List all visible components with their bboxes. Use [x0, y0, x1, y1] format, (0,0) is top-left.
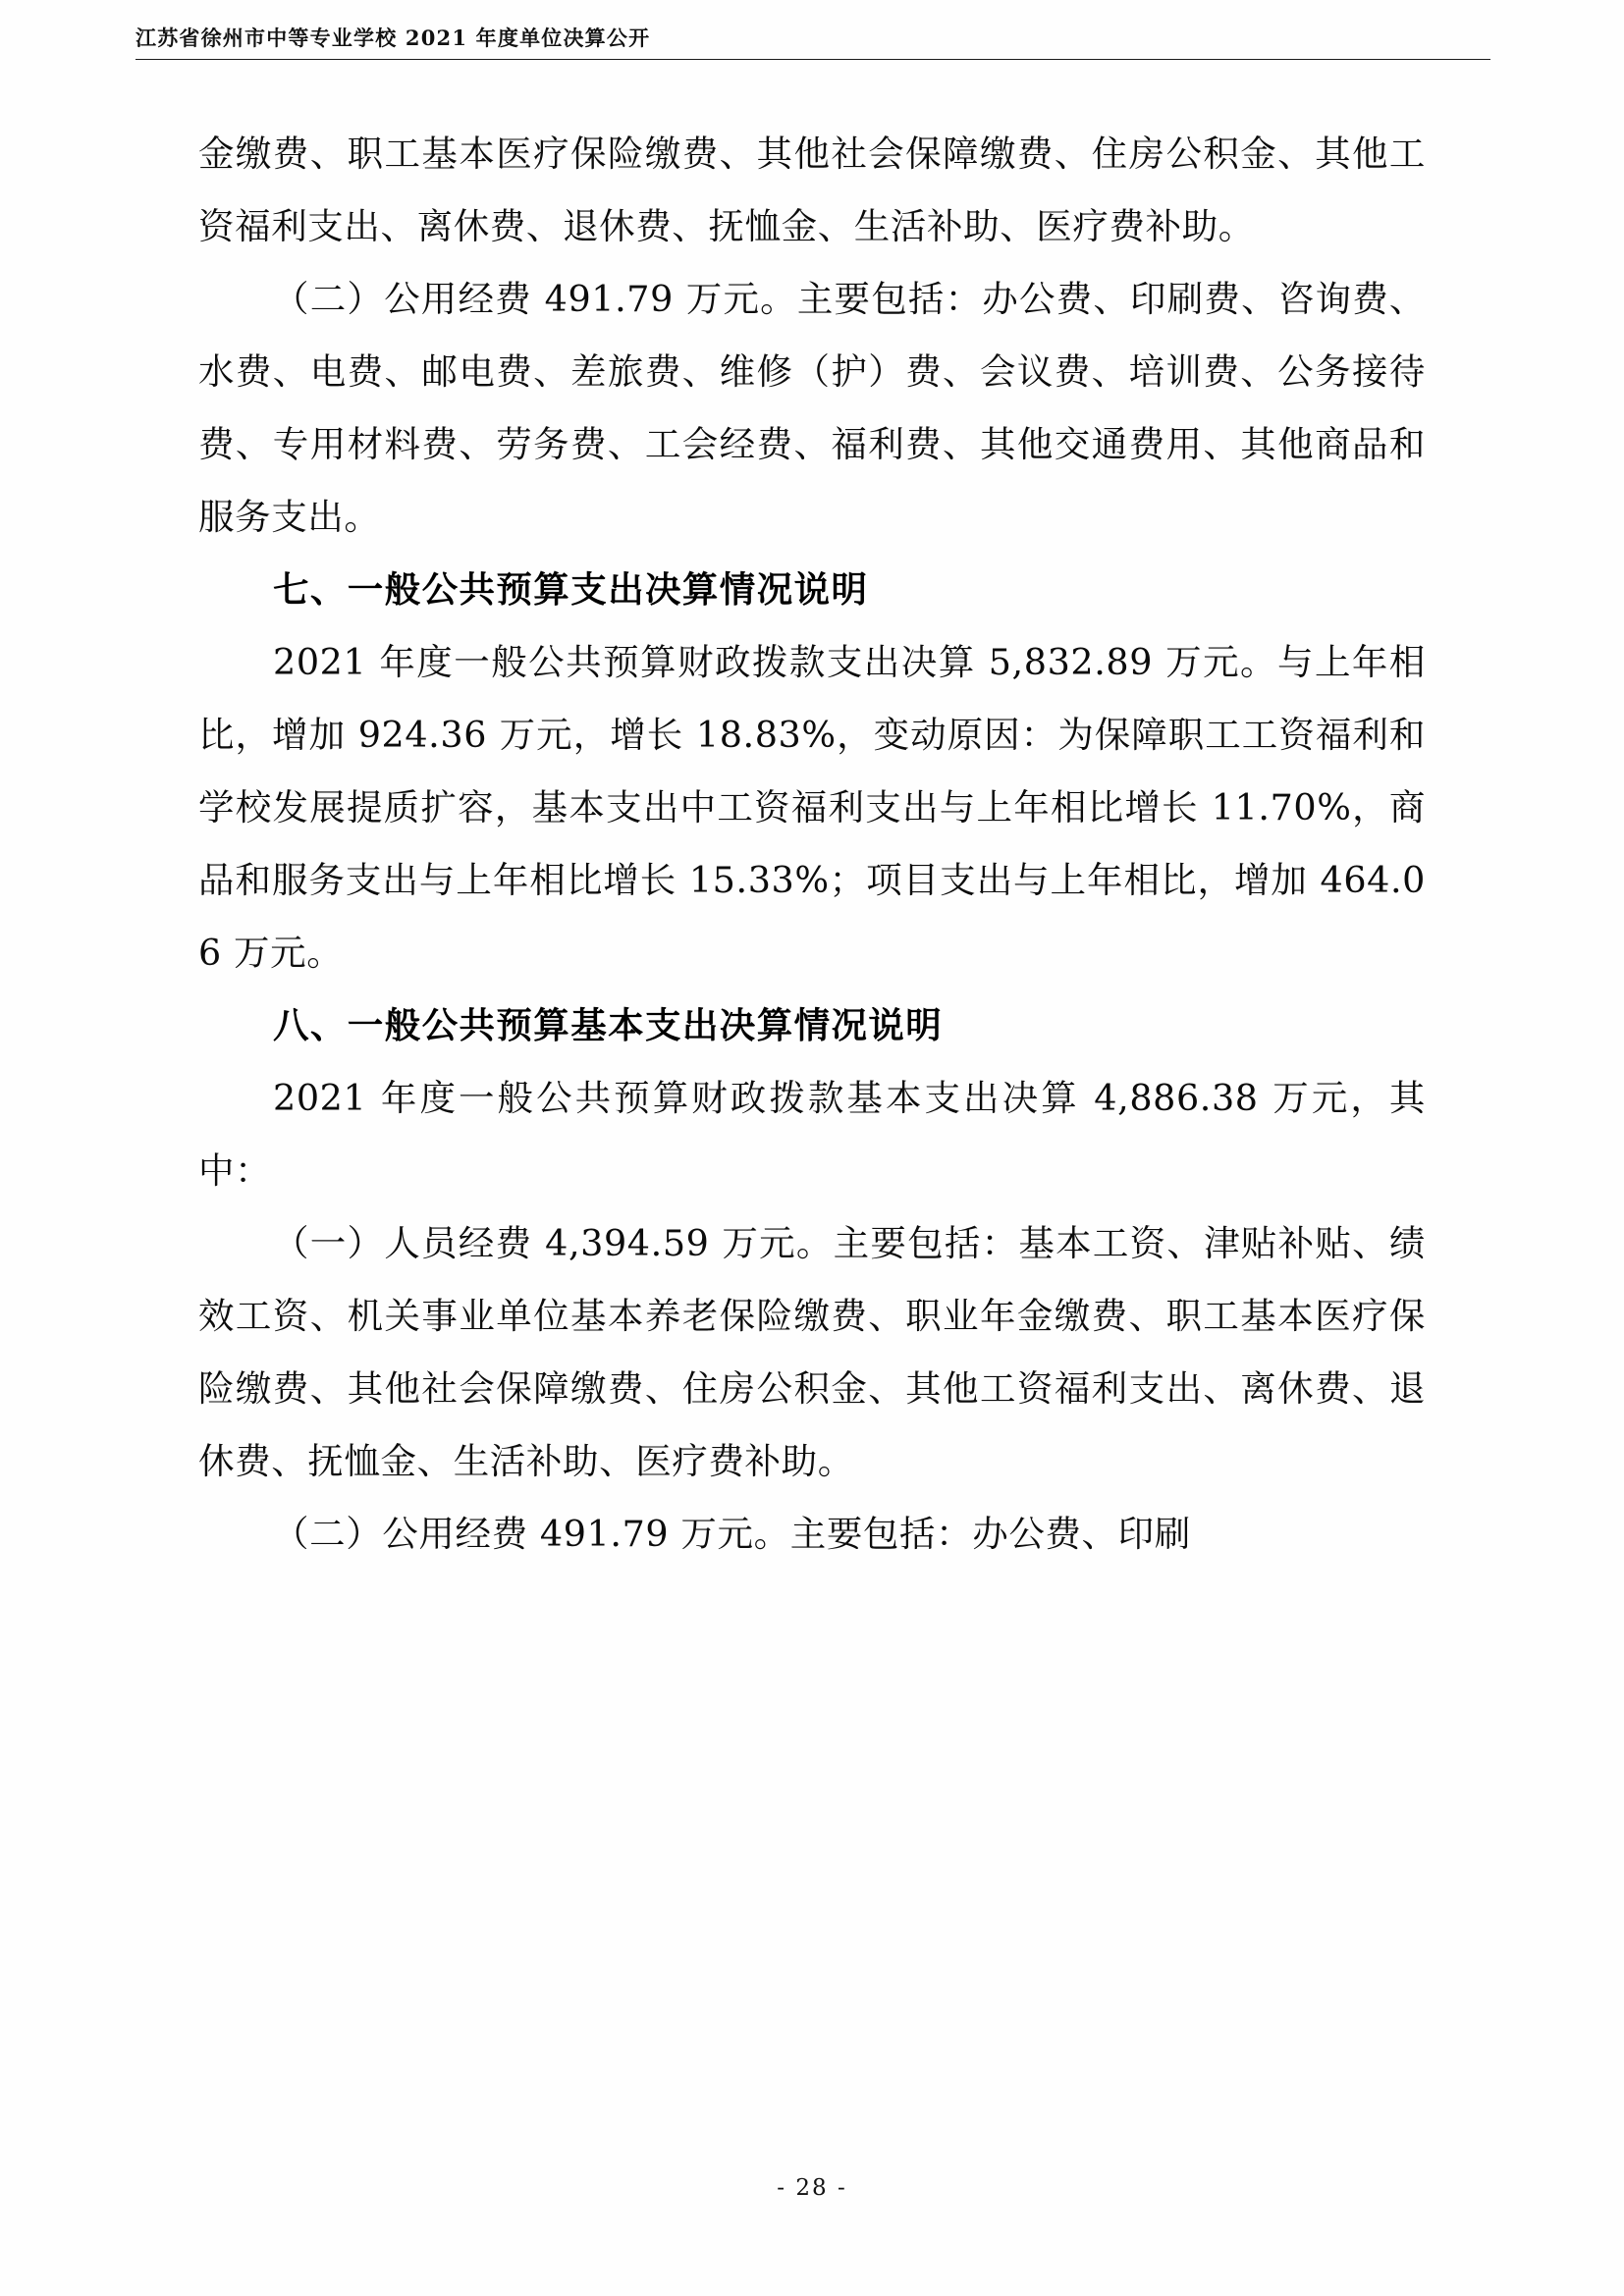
paragraph-section-seven-body: 2021 年度一般公共预算财政拨款支出决算 5,832.89 万元。与上年相比，增加 924.36 万元，增长 18.83%，变动原因：为保障职工工资福利和学校发展提质扩容，基本支出中工资福利支出与上年相比增长 11.70%，商品和服务支出与上年相比增长 15.33%；项目支出与上年相比，增加 464.06 万元。 — [198, 641, 1426, 974]
running-header — [135, 26, 1490, 60]
paragraph-personnel-expense-continued: 金缴费、职工基本医疗保险缴费、其他社会保障缴费、住房公积金、其他工资福利支出、离休费、退休费、抚恤金、生活补助、医疗费补助。 — [198, 133, 1426, 247]
page-number-folio: - 28 - — [777, 2175, 847, 2201]
paragraph-public-expense-second: （二）公用经费 491.79 万元。主要包括：办公费、印刷 — [273, 1513, 1191, 1555]
header-divider-rule — [135, 59, 1490, 60]
section-heading-eight: 八、一般公共预算基本支出决算情况说明 — [273, 1004, 944, 1046]
paragraph-personnel-expense-second: （一）人员经费 4,394.59 万元。主要包括：基本工资、津贴补贴、绩效工资、机关事业单位基本养老保险缴费、职业年金缴费、职工基本医疗保险缴费、其他社会保障缴费、住房公积金、其他工资福利支出、离休费、退休费、抚恤金、生活补助、医疗费补助。 — [198, 1222, 1426, 1482]
section-heading-seven: 七、一般公共预算支出决算情况说明 — [273, 568, 869, 611]
running-header-title: 江苏省徐州市中等专业学校 2021 年度单位决算公开 — [135, 26, 651, 50]
document-body — [198, 118, 1426, 1571]
paragraph-section-eight-body: 2021 年度一般公共预算财政拨款基本支出决算 4,886.38 万元，其中： — [198, 1077, 1426, 1192]
paragraph-public-expense-first: （二）公用经费 491.79 万元。主要包括：办公费、印刷费、咨询费、水费、电费、邮电费、差旅费、维修（护）费、会议费、培训费、公务接待费、专用材料费、劳务费、工会经费、福利费、其他交通费用、其他商品和服务支出。 — [198, 278, 1426, 538]
